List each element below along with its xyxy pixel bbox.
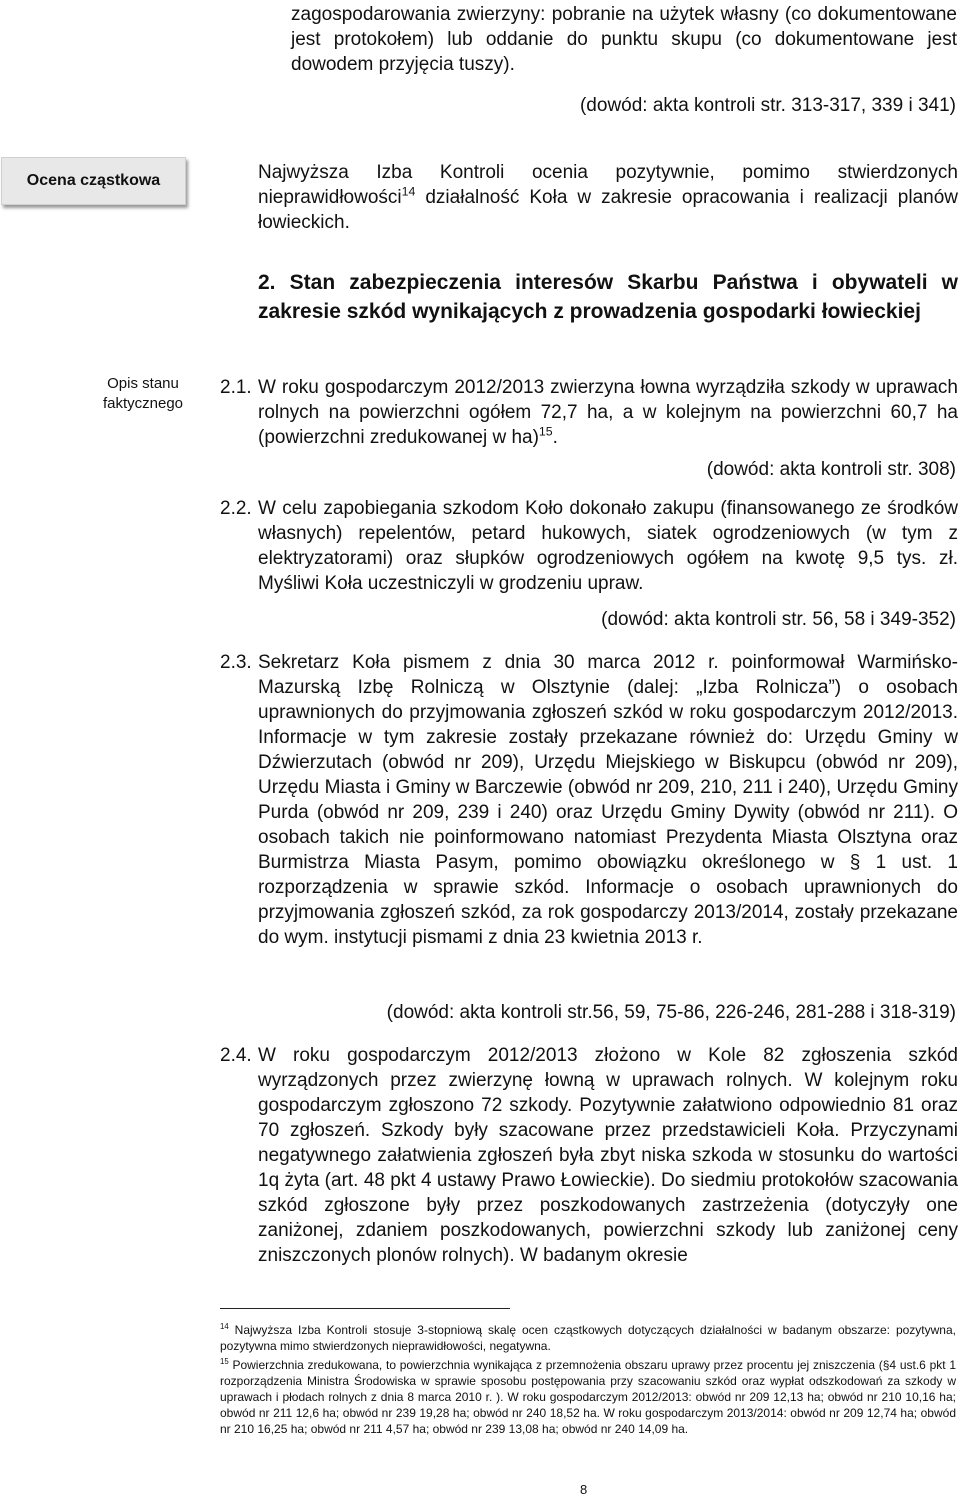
ocena-czastkowa-text: Ocena cząstkowa <box>26 172 161 189</box>
ocena-text-after: działalność Koła w zakresie opracowania i realizacji planów łowieckich. <box>258 187 958 233</box>
footnote-14-ref: 14 <box>220 1322 229 1331</box>
intro-source: (dowód: akta kontroli str. 313-317, 339 i 341) <box>579 95 956 116</box>
item-2-3-source: (dowód: akta kontroli str.56, 59, 75-86, 226-246, 281-288 i 318-319) <box>386 1002 956 1023</box>
item-2-2-number: 2.2. <box>220 498 252 519</box>
item-2-1-text-before: W roku gospodarczym 2012/2013 zwierzyna łowna wyrządziła szkody w uprawach rolnych na powierzchni ogółem 72,7 ha, a w kolejnym na powierzchni 60,7 ha (powierzchni zredukowanej w ha) <box>258 377 958 448</box>
opis-stanu-label: Opis stanu faktycznego <box>102 375 184 412</box>
item-2-1-number: 2.1. <box>220 377 252 398</box>
item-2-2-source: (dowód: akta kontroli str. 56, 58 i 349-352) <box>601 609 956 630</box>
intro-paragraph <box>291 2 957 77</box>
footnote-14-text: Najwyższa Izba Kontroli stosuje 3-stopniową skalę ocen cząstkowych dotyczących działalności w badanym obszarze: pozytywna, pozytywna mimo stwierdzonych nieprawidłowości, negatywna. <box>220 1323 956 1353</box>
item-2-2-text: W celu zapobiegania szkodom Koło dokonało zakupu (finansowanego ze środków własnych) repelentów, petard hukowych, siatek ogrodzeniowych (w tym z elektryzatorami) oraz słupków ogrodzeniowych ogółem na kwotę 9,5 tys. zł. Myśliwi Koła uczestniczyli w grodzeniu upraw. <box>258 498 958 594</box>
footnote-14 <box>220 1322 956 1354</box>
item-2-3-number: 2.3. <box>220 652 252 673</box>
footnote-15 <box>220 1357 956 1437</box>
item-2-4-number: 2.4. <box>220 1045 252 1066</box>
footnote-separator <box>220 1308 510 1309</box>
intro-text: zagospodarowania zwierzyny: pobranie na użytek własny (co dokumentowane jest protokołem) lub oddanie do punktu skupu (co dokumentowane jest dowodem przyjęcia tuszy). <box>291 4 957 75</box>
item-2-1-source: (dowód: akta kontroli str. 308) <box>706 459 956 480</box>
ocena-text-before: Najwyższa Izba Kontroli ocenia pozytywnie, pomimo stwierdzonych nieprawidłowości <box>258 162 958 208</box>
item-2-1-text-after: . <box>552 427 558 448</box>
ocena-paragraph <box>258 160 958 235</box>
item-2-4-text: W roku gospodarczym 2012/2013 złożono w Kole 82 zgłoszenia szkód wyrządzonych przez zwierzynę łowną w uprawach rolnych. W kolejnym roku gospodarczym zgłoszono 72 szkody. Pozytywnie załatwiono odpowiednio 81 oraz 70 zgłoszeń. Szkody były szacowane przez przedstawicieli Koła. Przyczynami negatywnego załatwienia zgłoszeń była zbyt niska szkoda w stosunku do wartości 1q żyta (art. 48 pkt 4 ustawy Prawo Łowieckie). Do siedmiu protokołów szacowania szkód zgłoszone były przez poszkodowanych zastrzeżenia (dotyczyły one zaniżonej, zdaniem poszkodowanych, powierzchni szkody lub zaniżonej ceny zniszczonych plonów rolnych). W badanym okresie <box>258 1045 958 1266</box>
page-number: 8 <box>580 1482 588 1497</box>
item-2-3-text: Sekretarz Koła pismem z dnia 30 marca 2012 r. poinformował Warmińsko-Mazurską Izbę Rolniczą w Olsztynie (dalej: „Izba Rolnicza”) o osobach uprawnionych do przyjmowania zgłoszeń szkód w roku gospodarczym 2012/2013. Informacje w tym zakresie zostały przekazane również do: Urzędu Gminy w Dźwierzutach (obwód nr 209), Urzędu Miejskiego w Biskupcu (obwód nr 209), Urzędu Miasta i Gminy w Barczewie (obwód nr 209, 210, 211 i 240), Urzędu Gminy Purda (obwód nr 209, 239 i 240) oraz Urzędu Gminy Dywity (obwód nr 211). O osobach takich nie poinformowano natomiast Prezydenta Miasta Olsztyna oraz Burmistrza Miasta Pasym, pomimo obowiązku określonego w § 1 ust. 1 rozporządzenia w sprawie szkód. Informacje o osobach uprawnionych do przyjmowania zgłoszeń szkód, za rok gospodarczy 2013/2014, zostały przekazane do wym. instytucji pismami z dnia 23 kwietnia 2013 r. <box>258 652 958 948</box>
footnote-ref-15[interactable]: 15 <box>538 424 553 439</box>
footnote-15-text: Powierzchnia zredukowana, to powierzchnia wynikająca z przemnożenia obszaru uprawy przez procentu jej zniszczenia (§4 ust.6 pkt 1 rozporządzenia Ministra Środowiska w sprawie sposobu postępowania przy szacowaniu szkód oraz wypłat odszkodowań za szkody w uprawach i płodach rolnych z dnia 8 marca 2010 r. ). W roku gospodarczym 2012/2013: obwód nr 209 12,13 ha; obwód nr 210 10,16 ha; obwód nr 211 12,6 ha; obwód nr 239 19,28 ha; obwód nr 240 18,52 ha. W roku gospodarczym 2013/2014: obwód nr 209 12,74 ha; obwód nr 210 16,25 ha; obwód nr 211 4,57 ha; obwód nr 239 13,08 ha; obwód nr 240 14,09 ha. <box>220 1358 956 1436</box>
section-heading: 2. Stan zabezpieczenia interesów Skarbu Państwa i obywateli w zakresie szkód wynikających z prowadzenia gospodarki łowieckiej <box>258 271 958 323</box>
ocena-czastkowa-label <box>1 157 186 205</box>
item-2-1-text <box>258 375 958 450</box>
footnote-ref-14[interactable]: 14 <box>401 184 416 199</box>
footnote-15-ref: 15 <box>220 1357 229 1366</box>
